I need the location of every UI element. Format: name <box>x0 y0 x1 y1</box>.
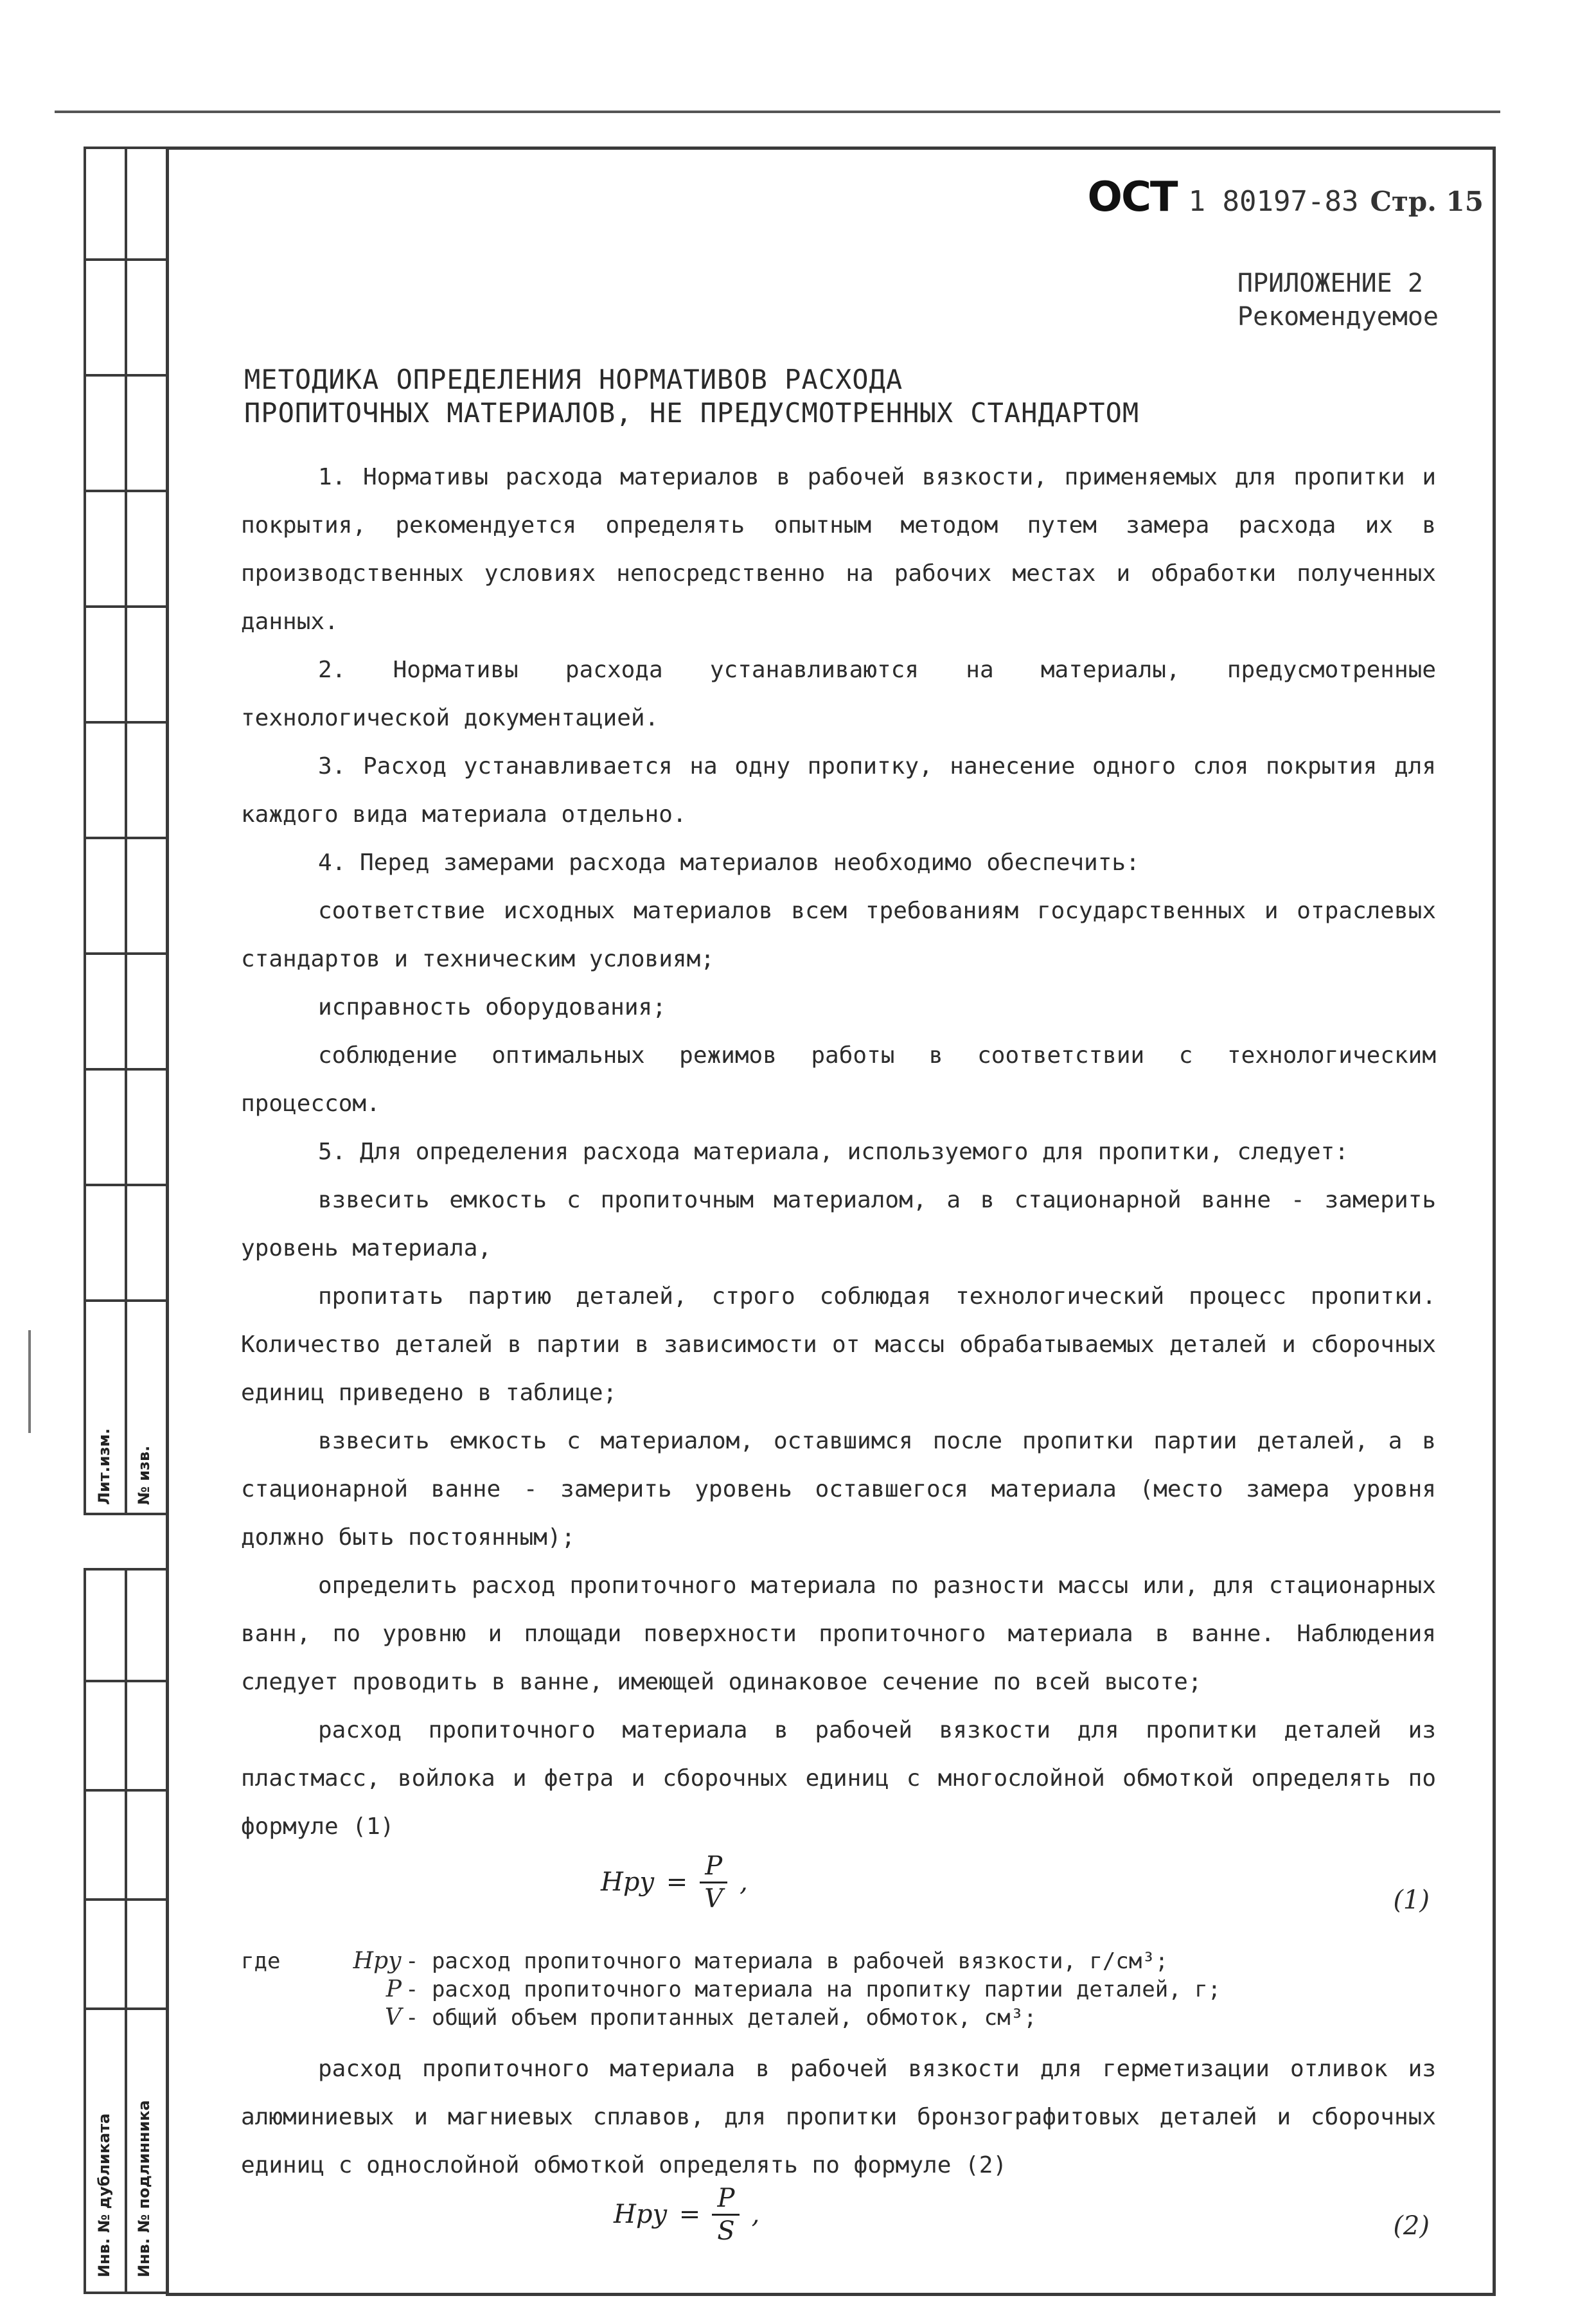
top-rule <box>55 111 1500 113</box>
formula-number: (2) <box>1393 2211 1430 2241</box>
formula-1 <box>241 1851 1436 1941</box>
legend-where: где <box>241 1948 281 1974</box>
legend-text: - общий объем пропитанных деталей, обмоток, см³; <box>405 2005 1037 2031</box>
paragraph: 5. Для определения расхода материала, используемого для пропитки, следует: <box>318 1139 1349 1165</box>
paragraph: пропитать партию деталей, строго соблюдая технологический процесс пропитки. Количество деталей в партии в зависимости от массы обрабатываемых деталей и сборочных единиц приведено в таблице; <box>241 1283 1436 1406</box>
formula-numerator: P <box>712 2183 740 2216</box>
paragraph: расход пропиточного материала в рабочей вязкости для пропитки деталей из пластмасс, войлока и фетра и сборочных единиц с многослойной обмоткой определять по формуле (1) <box>241 1717 1436 1840</box>
paragraph: 4. Перед замерами расхода материалов необходимо обеспечить: <box>318 850 1140 876</box>
appendix-status: Рекомендуемое <box>1237 302 1439 332</box>
formula-eq: = <box>678 2200 701 2229</box>
legend-text: - расход пропиточного материала в рабочей вязкости, г/см³; <box>405 1948 1169 1974</box>
formula-tail: , <box>751 2200 760 2229</box>
formula-legend <box>241 1947 1436 2032</box>
stamp-inv-podl: Инв. № подлинника <box>135 2100 153 2277</box>
formula-denominator: S <box>717 2216 735 2246</box>
legend-symbol: P <box>386 1976 402 2002</box>
page-number: Стр. 15 <box>1370 186 1484 217</box>
stamp-n-izv: № изв. <box>135 1445 153 1505</box>
paragraph: исправность оборудования; <box>318 994 666 1020</box>
formula-lhs: Hру <box>614 2200 668 2229</box>
legend-text: - расход пропиточного материала на пропитку партии деталей, г; <box>405 1977 1221 2002</box>
stamp-inv-dubl: Инв. № дубликата <box>95 2113 113 2277</box>
formula-fraction <box>712 2183 740 2247</box>
stamp-lit-izm: Лит.изм. <box>95 1428 113 1505</box>
left-edge-mark <box>28 1330 31 1433</box>
legend-row <box>241 2004 1436 2032</box>
document-title <box>244 363 1139 430</box>
paragraph: 1. Нормативы расхода материалов в рабочей вязкости, применяемых для пропитки и покрытия, рекомендуется определять опытным методом путем замера расхода их в производственных условиях непосредственно на рабочих местах и обработки полученных данных. <box>241 464 1436 635</box>
formula-numerator: P <box>700 1851 727 1883</box>
paragraph: взвесить емкость с пропиточным материалом, а в стационарной ванне - замерить уровень материала, <box>241 1187 1436 1261</box>
paragraph: расход пропиточного материала в рабочей вязкости для герметизации отливок из алюминиевых и магниевых сплавов, для пропитки бронзографитовых деталей и сборочных единиц с однослойной обмоткой определять по формуле (2) <box>241 2056 1436 2178</box>
body-text <box>241 453 1436 2266</box>
document-header <box>1088 174 1484 221</box>
paragraph: взвесить емкость с материалом, оставшимся после пропитки партии деталей, а в стационарной ванне - замерить уровень оставшегося материала (место замера уровня должно быть постоянным); <box>241 1428 1436 1551</box>
legend-symbol: V <box>385 2004 402 2031</box>
title-line: МЕТОДИКА ОПРЕДЕЛЕНИЯ НОРМАТИВОВ РАСХОДА <box>244 364 903 395</box>
formula-tail: , <box>740 1867 748 1897</box>
appendix-title: ПРИЛОЖЕНИЕ 2 <box>1237 269 1423 298</box>
paragraph: соответствие исходных материалов всем требованиям государственных и отраслевых стандартов и техническим условиям; <box>241 898 1436 972</box>
formula-denominator: V <box>704 1884 723 1914</box>
ost-mark: ОСТ <box>1087 174 1177 221</box>
formula-number: (1) <box>1393 1885 1430 1915</box>
formula-fraction <box>699 1851 728 1914</box>
appendix-block <box>1237 267 1439 334</box>
formula-lhs: Hру <box>601 1867 655 1897</box>
legend-row <box>241 1947 1436 1975</box>
formula-2 <box>241 2184 1436 2266</box>
paragraph: 2. Нормативы расхода устанавливаются на материалы, предусмотренные технологической документацией. <box>241 657 1436 731</box>
standard-number: 1 80197-83 <box>1188 185 1359 218</box>
title-line: ПРОПИТОЧНЫХ МАТЕРИАЛОВ, НЕ ПРЕДУСМОТРЕННЫХ СТАНДАРТОМ <box>244 397 1140 429</box>
stamp-column-upper <box>84 147 168 1515</box>
legend-row <box>241 1975 1436 2004</box>
paragraph: определить расход пропиточного материала по разности массы или, для стационарных ванн, по уровню и площади поверхности пропиточного материала в ванне. Наблюдения следует проводить в ванне, имеющей одинаковое сечение по всей высоте; <box>241 1572 1436 1695</box>
formula-eq: = <box>666 1867 688 1897</box>
legend-symbol: Hру <box>353 1948 402 1974</box>
stamp-column-lower <box>84 1568 168 2294</box>
paragraph: соблюдение оптимальных режимов работы в соответствии с технологическим процессом. <box>241 1042 1436 1117</box>
paragraph: 3. Расход устанавливается на одну пропитку, нанесение одного слоя покрытия для каждого вида материала отдельно. <box>241 753 1436 828</box>
